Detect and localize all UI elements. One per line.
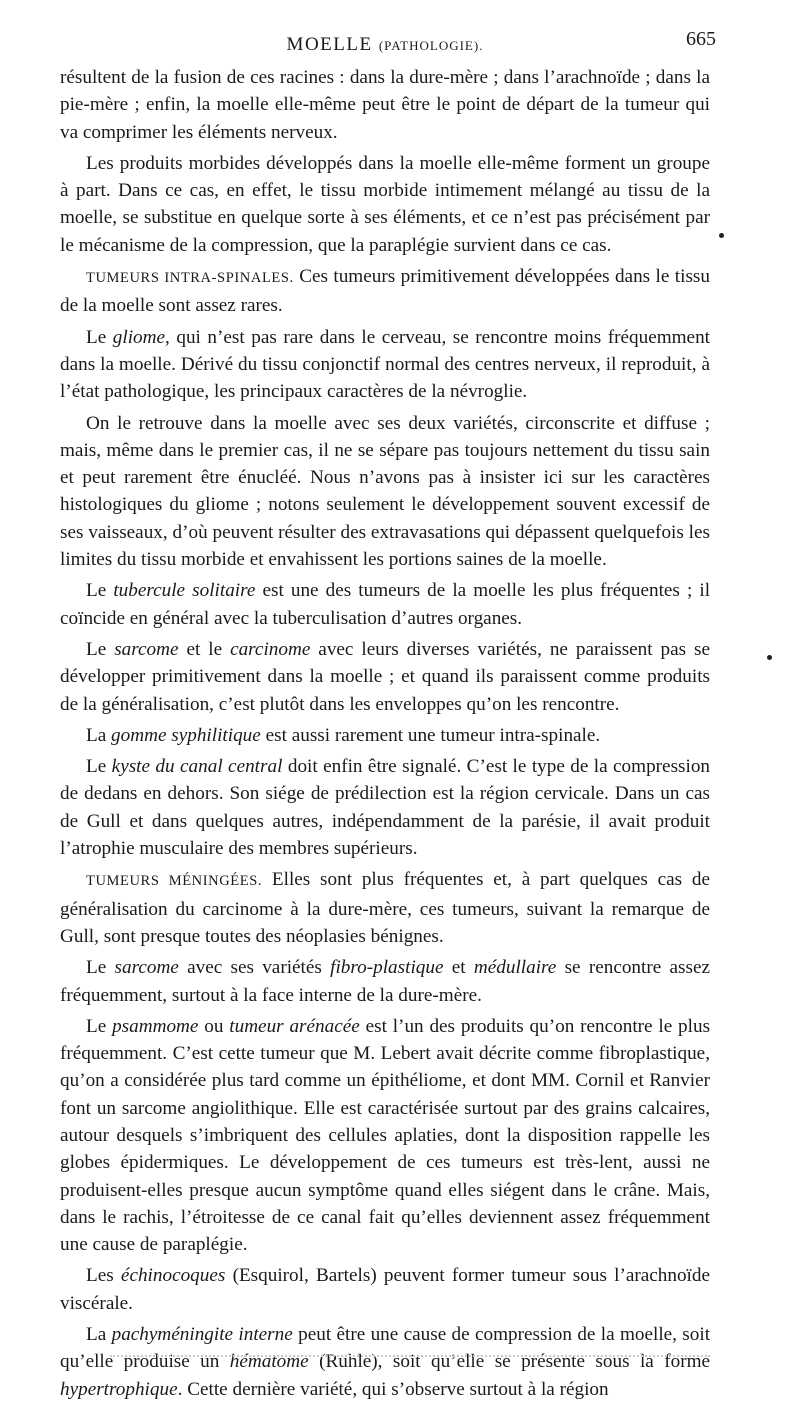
- text-run: Le: [86, 957, 107, 979]
- paragraph: [60, 410, 710, 574]
- paragraph-text: Ces tumeurs primitivement développées dans le tissu de la moelle sont assez rares.: [60, 266, 710, 317]
- paragraph: [60, 636, 710, 718]
- paragraph-text: Les produits morbides développés dans la moelle elle-même forment un groupe à part. Dans ce cas, en effet, le tissu morbide intimement mélangé au tissu de la moelle, se substitue en quelque sorte à ses éléments, et ce n’est pas précisément par le mécanisme de la compression, que la paraplégie survient dans ce cas.: [60, 152, 710, 256]
- text-run: . Cette dernière variété, qui s’observe surtout à la région: [177, 1378, 609, 1400]
- paragraph: [60, 722, 710, 749]
- text-run: doit enfin être signalé. C’est le type de la compression de dedans en dehors. Son siége de prédilection est la région cervicale. Dans un cas de Gull et dans quelques autres, indépendamment de la parésie, il avait produit l’atrophie musculaire des membres supérieurs.: [60, 756, 711, 860]
- italic-term: fibro-plastique: [330, 957, 444, 979]
- paragraph: [60, 1262, 710, 1317]
- italic-term: tubercule solitaire: [113, 580, 256, 602]
- book-page: [60, 28, 716, 1407]
- paragraph-continued: [60, 64, 710, 146]
- paragraph-section-intraspinal: [60, 263, 710, 320]
- text-run: se rencontre assez fréquemment, surtout à la face interne de la dure-mère.: [60, 957, 711, 1006]
- italic-term: hématome: [229, 1351, 309, 1373]
- paragraph: [60, 1321, 710, 1403]
- text-run: Le: [86, 326, 107, 348]
- text-run: est une des tumeurs de la moelle les plus fréquentes ; il coïncide en général avec la tuberculisation d’autres organes.: [60, 580, 711, 629]
- text-run: avec ses variétés: [187, 957, 322, 979]
- paragraph: [60, 150, 710, 259]
- italic-term: échinocoques: [120, 1265, 226, 1287]
- italic-term: kyste du canal central: [111, 756, 283, 778]
- running-title-main: MOELLE: [286, 34, 373, 55]
- section-heading: TUMEURS INTRA-SPINALES.: [86, 270, 294, 287]
- paragraph: [60, 1013, 710, 1259]
- text-run: avec leurs diverses variétés, ne paraissent pas se développer primitivement dans la moelle ; et quand ils paraissent comme produits de la généralisation, c’est plutôt dans les enveloppes qu’on les rencontre.: [60, 638, 711, 715]
- italic-term: médullaire: [473, 957, 557, 979]
- paragraph-text: résultent de la fusion de ces racines : dans la dure-mère ; dans l’arachnoïde ; dans la pie-mère ; enfin, la moelle elle-même peut être le point de départ de la tumeur qui va comprimer les éléments nerveux.: [60, 67, 710, 143]
- italic-term: pachyméningite interne: [111, 1324, 293, 1346]
- text-run: et: [451, 957, 466, 979]
- italic-term: psammome: [112, 1015, 199, 1037]
- text-run: Les: [86, 1265, 114, 1287]
- italic-term: hypertrophique: [60, 1378, 178, 1400]
- text-run: Le: [86, 580, 107, 602]
- text-run: La: [86, 724, 107, 746]
- paragraph-text: On le retrouve dans la moelle avec ses deux variétés, circonscrite et diffuse ; mais, même dans le premier cas, il ne se sépare pas toujours nettement du tissu sain et peut rarement être énucléé. Nous n’avons pas à insister ici sur les caractères histologiques du gliome ; notons seulement le développement souvent excessif de ses vaisseaux, d’où peuvent résulter des extravasations qui dépassent quelquefois les limites du tissu morbide et envahissent les portions saines de la moelle.: [60, 412, 710, 571]
- text-run: est l’un des produits qu’on rencontre le plus fréquemment. C’est cette tumeur que M. Lebert avait décrite comme fibroplastique, qu’on a considérée plus tard comme un épithéliome, et dont MM. Cornil et Ranvier font un sarcome angiolithique. Elle est caractérisée surtout par des grains calcaires, autour desquels s’imbriquent des cellules aplaties, dont la disposition rappelle les globes épidermiques. Le développement de ces tumeurs est très-lent, aussi ne produisent-elles presque aucun symptôme quand elles siégent dans le crâne. Mais, dans le rachis, l’étroitesse de ce canal fait qu’elles deviennent assez fréquemment une cause de paraplégie.: [60, 1015, 711, 1256]
- italic-term: gomme syphilitique: [111, 724, 261, 746]
- text-run: (Ruhle), soit qu’elle se présente sous la forme: [319, 1351, 711, 1373]
- paragraph: [60, 324, 710, 406]
- text-run: ou: [204, 1015, 224, 1037]
- ink-speck: [719, 233, 724, 238]
- paragraph-section-meningeal: [60, 866, 710, 950]
- paragraph: [60, 577, 710, 632]
- text-run: La: [86, 1324, 107, 1346]
- text-run: Le: [86, 756, 107, 778]
- text-run: et le: [186, 638, 223, 660]
- italic-term: carcinome: [230, 638, 311, 660]
- ink-speck: [767, 655, 772, 660]
- text-run: est aussi rarement une tumeur intra-spinale.: [265, 724, 601, 746]
- italic-term: sarcome: [114, 957, 179, 979]
- italic-term: tumeur arénacée: [229, 1015, 360, 1037]
- italic-term: sarcome: [114, 638, 179, 660]
- text-run: peut être une cause de compression de la moelle, soit qu’elle produise un: [60, 1324, 711, 1373]
- text-run: Le: [86, 638, 107, 660]
- text-run: (Esquirol, Bartels) peuvent former tumeur sous l’arachnoïde viscérale.: [60, 1265, 710, 1314]
- body-text: [60, 64, 710, 1403]
- text-run: Le: [86, 1015, 107, 1037]
- section-heading: TUMEURS MÉNINGÉES.: [86, 873, 263, 890]
- running-head: [60, 28, 716, 58]
- paragraph: [60, 753, 710, 862]
- paragraph: [60, 954, 710, 1009]
- text-run: , qui n’est pas rare dans le cerveau, se rencontre moins fréquemment dans la moelle. Dérivé du tissu conjonctif normal des centres nerveux, il reproduit, à l’état pathologique, les principaux caractères de la névroglie.: [60, 326, 711, 403]
- paragraph-text: Elles sont plus fréquentes et, à part quelques cas de généralisation du carcinome à la dure-mère, ces tumeurs, suivant la remarque de Gull, sont presque toutes des néoplasies bénignes.: [60, 869, 711, 947]
- italic-term: gliome: [112, 326, 166, 348]
- page-number: 665: [686, 28, 716, 50]
- bottom-print-artifact: [110, 1355, 710, 1357]
- running-title: [60, 34, 710, 56]
- running-title-section: (PATHOLOGIE).: [378, 38, 484, 53]
